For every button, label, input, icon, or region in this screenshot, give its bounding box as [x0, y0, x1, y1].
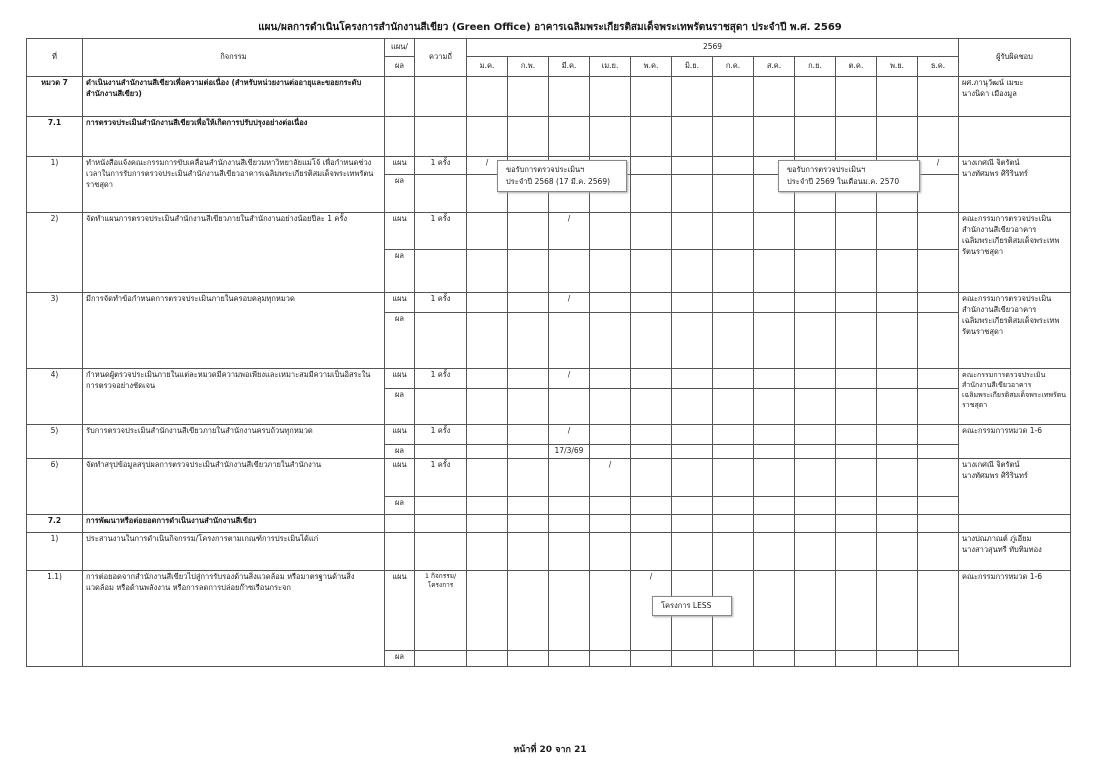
item-responsible: คณะกรรมการหมวด 1-6: [959, 571, 1071, 667]
result-date: 17/3/69: [549, 445, 590, 459]
plan-mark: /: [631, 571, 672, 651]
result-label: ผล: [385, 651, 415, 667]
header-month: ส.ค.: [754, 57, 795, 77]
item-frequency: 1 ครั้ง: [415, 157, 467, 175]
item-number: 4): [27, 369, 83, 425]
item-text: การต่อยอดจากสำนักงานสีเขียวไปสู่การรับรองด้านสิ่งแวดล้อม หรือมาตรฐานด้านสิ่งแวดล้อม หรือด้านพลังงาน หรือการลดการปล่อยก๊าซเรือนกระจก: [83, 571, 385, 667]
result-label: ผล: [385, 313, 415, 369]
plan-label: แผน: [385, 571, 415, 651]
item-frequency: 1 ครั้ง: [415, 213, 467, 250]
header-responsible: ผู้รับผิดชอบ: [959, 39, 1071, 77]
header-result: ผล: [385, 57, 415, 77]
page-number: หน้าที่ 20 จาก 21: [513, 745, 587, 755]
header-month: ม.ค.: [467, 57, 508, 77]
item-number: 1.1): [27, 571, 83, 667]
plan-mark: /: [549, 213, 590, 250]
note-box: โครงการ LESS: [652, 596, 732, 616]
header-activity: กิจกรรม: [83, 39, 385, 77]
header-month: ก.ย.: [795, 57, 836, 77]
item-text: จัดทำแผนการตรวจประเมินสำนักงานสีเขียวภายในสำนักงานอย่างน้อยปีละ 1 ครั้ง: [83, 213, 385, 293]
plan-mark: /: [590, 459, 631, 497]
category-responsible: ผศ.ภานุวัฒน์ เมฆะ นางนิดา เมืองมูล: [959, 77, 1071, 117]
note-box: ขอรับการตรวจประเมินฯ ประจำปี 2569 ในเดือนม.ค. 2570: [778, 160, 920, 192]
item-responsible: นางเกศณี จิตรัตน์ นางทัศมพร ศิริรินทร์: [959, 157, 1071, 213]
item-frequency: 1 ครั้ง: [415, 369, 467, 389]
plan-mark: /: [549, 293, 590, 313]
item-number: 1): [27, 533, 83, 571]
plan-label: แผน: [385, 157, 415, 175]
item-frequency: 1 ครั้ง: [415, 425, 467, 445]
plan-label: แผน: [385, 293, 415, 313]
item-number: 3): [27, 293, 83, 369]
plan-table: [26, 38, 1071, 667]
plan-mark: /: [549, 425, 590, 445]
plan-mark: /: [549, 369, 590, 389]
category-number: หมวด 7: [27, 77, 83, 117]
item-text: กำหนดผู้ตรวจประเมินภายในแต่ละหมวดมีความพอเพียงและเหมาะสมมีความเป็นอิสระในการตรวจอย่างชัดเจน: [83, 369, 385, 425]
item-text: รับการตรวจประเมินสำนักงานสีเขียวภายในสำนักงานครบถ้วนทุกหมวด: [83, 425, 385, 459]
item-frequency: 1 ครั้ง: [415, 459, 467, 497]
section-number: 7.2: [27, 515, 83, 533]
header-year: 2569: [467, 39, 959, 57]
category-title: ดำเนินงานสำนักงานสีเขียวเพื่อความต่อเนื่อง (สำหรับหน่วยงานต่ออายุและขอยกระดับสำนักงานสีเขียว): [83, 77, 385, 117]
item-text: ประสานงานในการดำเนินกิจกรรม/โครงการตามเกณฑ์การประเมินได้แก่: [83, 533, 385, 571]
section-title: การตรวจประเมินสำนักงานสีเขียวเพื่อให้เกิดการปรับปรุงอย่างต่อเนื่อง: [83, 117, 385, 157]
item-responsible: คณะกรรมการหมวด 1-6: [959, 425, 1071, 459]
header-month: ก.พ.: [508, 57, 549, 77]
result-label: ผล: [385, 497, 415, 515]
item-number: 6): [27, 459, 83, 515]
plan-mark: /: [918, 157, 959, 175]
result-label: ผล: [385, 445, 415, 459]
item-frequency: 1 กิจกรรม/ โครงการ: [415, 571, 467, 651]
item-number: 5): [27, 425, 83, 459]
header-month: มี.ค.: [549, 57, 590, 77]
page-title: แผน/ผลการดำเนินโครงการสำนักงานสีเขียว (Green Office) อาคารเฉลิมพระเกียรติสมเด็จพระเทพรัตนราชสุดา ประจำปี พ.ศ. 2569: [258, 22, 842, 33]
item-number: 2): [27, 213, 83, 293]
section-number: 7.1: [27, 117, 83, 157]
item-text: จัดทำสรุปข้อมูลสรุปผลการตรวจประเมินสำนักงานสีเขียวภายในสำนักงาน: [83, 459, 385, 515]
item-frequency: 1 ครั้ง: [415, 293, 467, 313]
header-month: ก.ค.: [713, 57, 754, 77]
item-text: มีการจัดทำข้อกำหนดการตรวจประเมินภายในครอบคลุมทุกหมวด: [83, 293, 385, 369]
item-responsible: คณะกรรมการตรวจประเมินสำนักงานสีเขียวอาคารเฉลิมพระเกียรติสมเด็จพระเทพรัตนราชสุดา: [959, 369, 1071, 425]
section-title: การพัฒนาหรือต่อยอดการดำเนินงานสำนักงานสีเขียว: [83, 515, 385, 533]
header-month: พ.ค.: [631, 57, 672, 77]
item-number: 1): [27, 157, 83, 213]
item-responsible: คณะกรรมการตรวจประเมินสำนักงานสีเขียวอาคารเฉลิมพระเกียรติสมเด็จพระเทพรัตนราชสุดา: [959, 213, 1071, 293]
result-label: ผล: [385, 250, 415, 293]
note-box: ขอรับการตรวจประเมินฯ ประจำปี 2568 (17 มี.ค. 2569): [497, 160, 627, 192]
item-responsible: นางเกศณี จิตรัตน์ นางทัศมพร ศิริรินทร์: [959, 459, 1071, 515]
header-month: มิ.ย.: [672, 57, 713, 77]
header-no: ที่: [27, 39, 83, 77]
header-frequency: ความถี่: [415, 39, 467, 77]
result-label: ผล: [385, 389, 415, 425]
header-month: เม.ย.: [590, 57, 631, 77]
item-text: ทำหนังสือแจ้งคณะกรรมการขับเคลื่อนสำนักงานสีเขียวมหาวิทยาลัยแม่โจ้ เพื่อกำหนดช่วงเวลาในการรับการตรวจประเมินสำนักงานสีเขียวอาคารเฉลิมพระเกียรติสมเด็จพระเทพรัตนราชสุดา: [83, 157, 385, 213]
plan-mark: /: [467, 157, 508, 175]
header-month: ต.ค.: [836, 57, 877, 77]
plan-label: แผน: [385, 213, 415, 250]
header-plan-result: แผน/: [385, 39, 415, 57]
item-responsible: คณะกรรมการตรวจประเมินสำนักงานสีเขียวอาคารเฉลิมพระเกียรติสมเด็จพระเทพรัตนราชสุดา: [959, 293, 1071, 369]
item-responsible: นางปณภาณต์ ภู่เอี่ยม นางสาวสุนทรี ทับทิมทอง: [959, 533, 1071, 571]
plan-label: แผน: [385, 369, 415, 389]
header-month: พ.ย.: [877, 57, 918, 77]
result-label: ผล: [385, 175, 415, 213]
plan-label: แผน: [385, 459, 415, 497]
header-month: ธ.ค.: [918, 57, 959, 77]
plan-label: แผน: [385, 425, 415, 445]
